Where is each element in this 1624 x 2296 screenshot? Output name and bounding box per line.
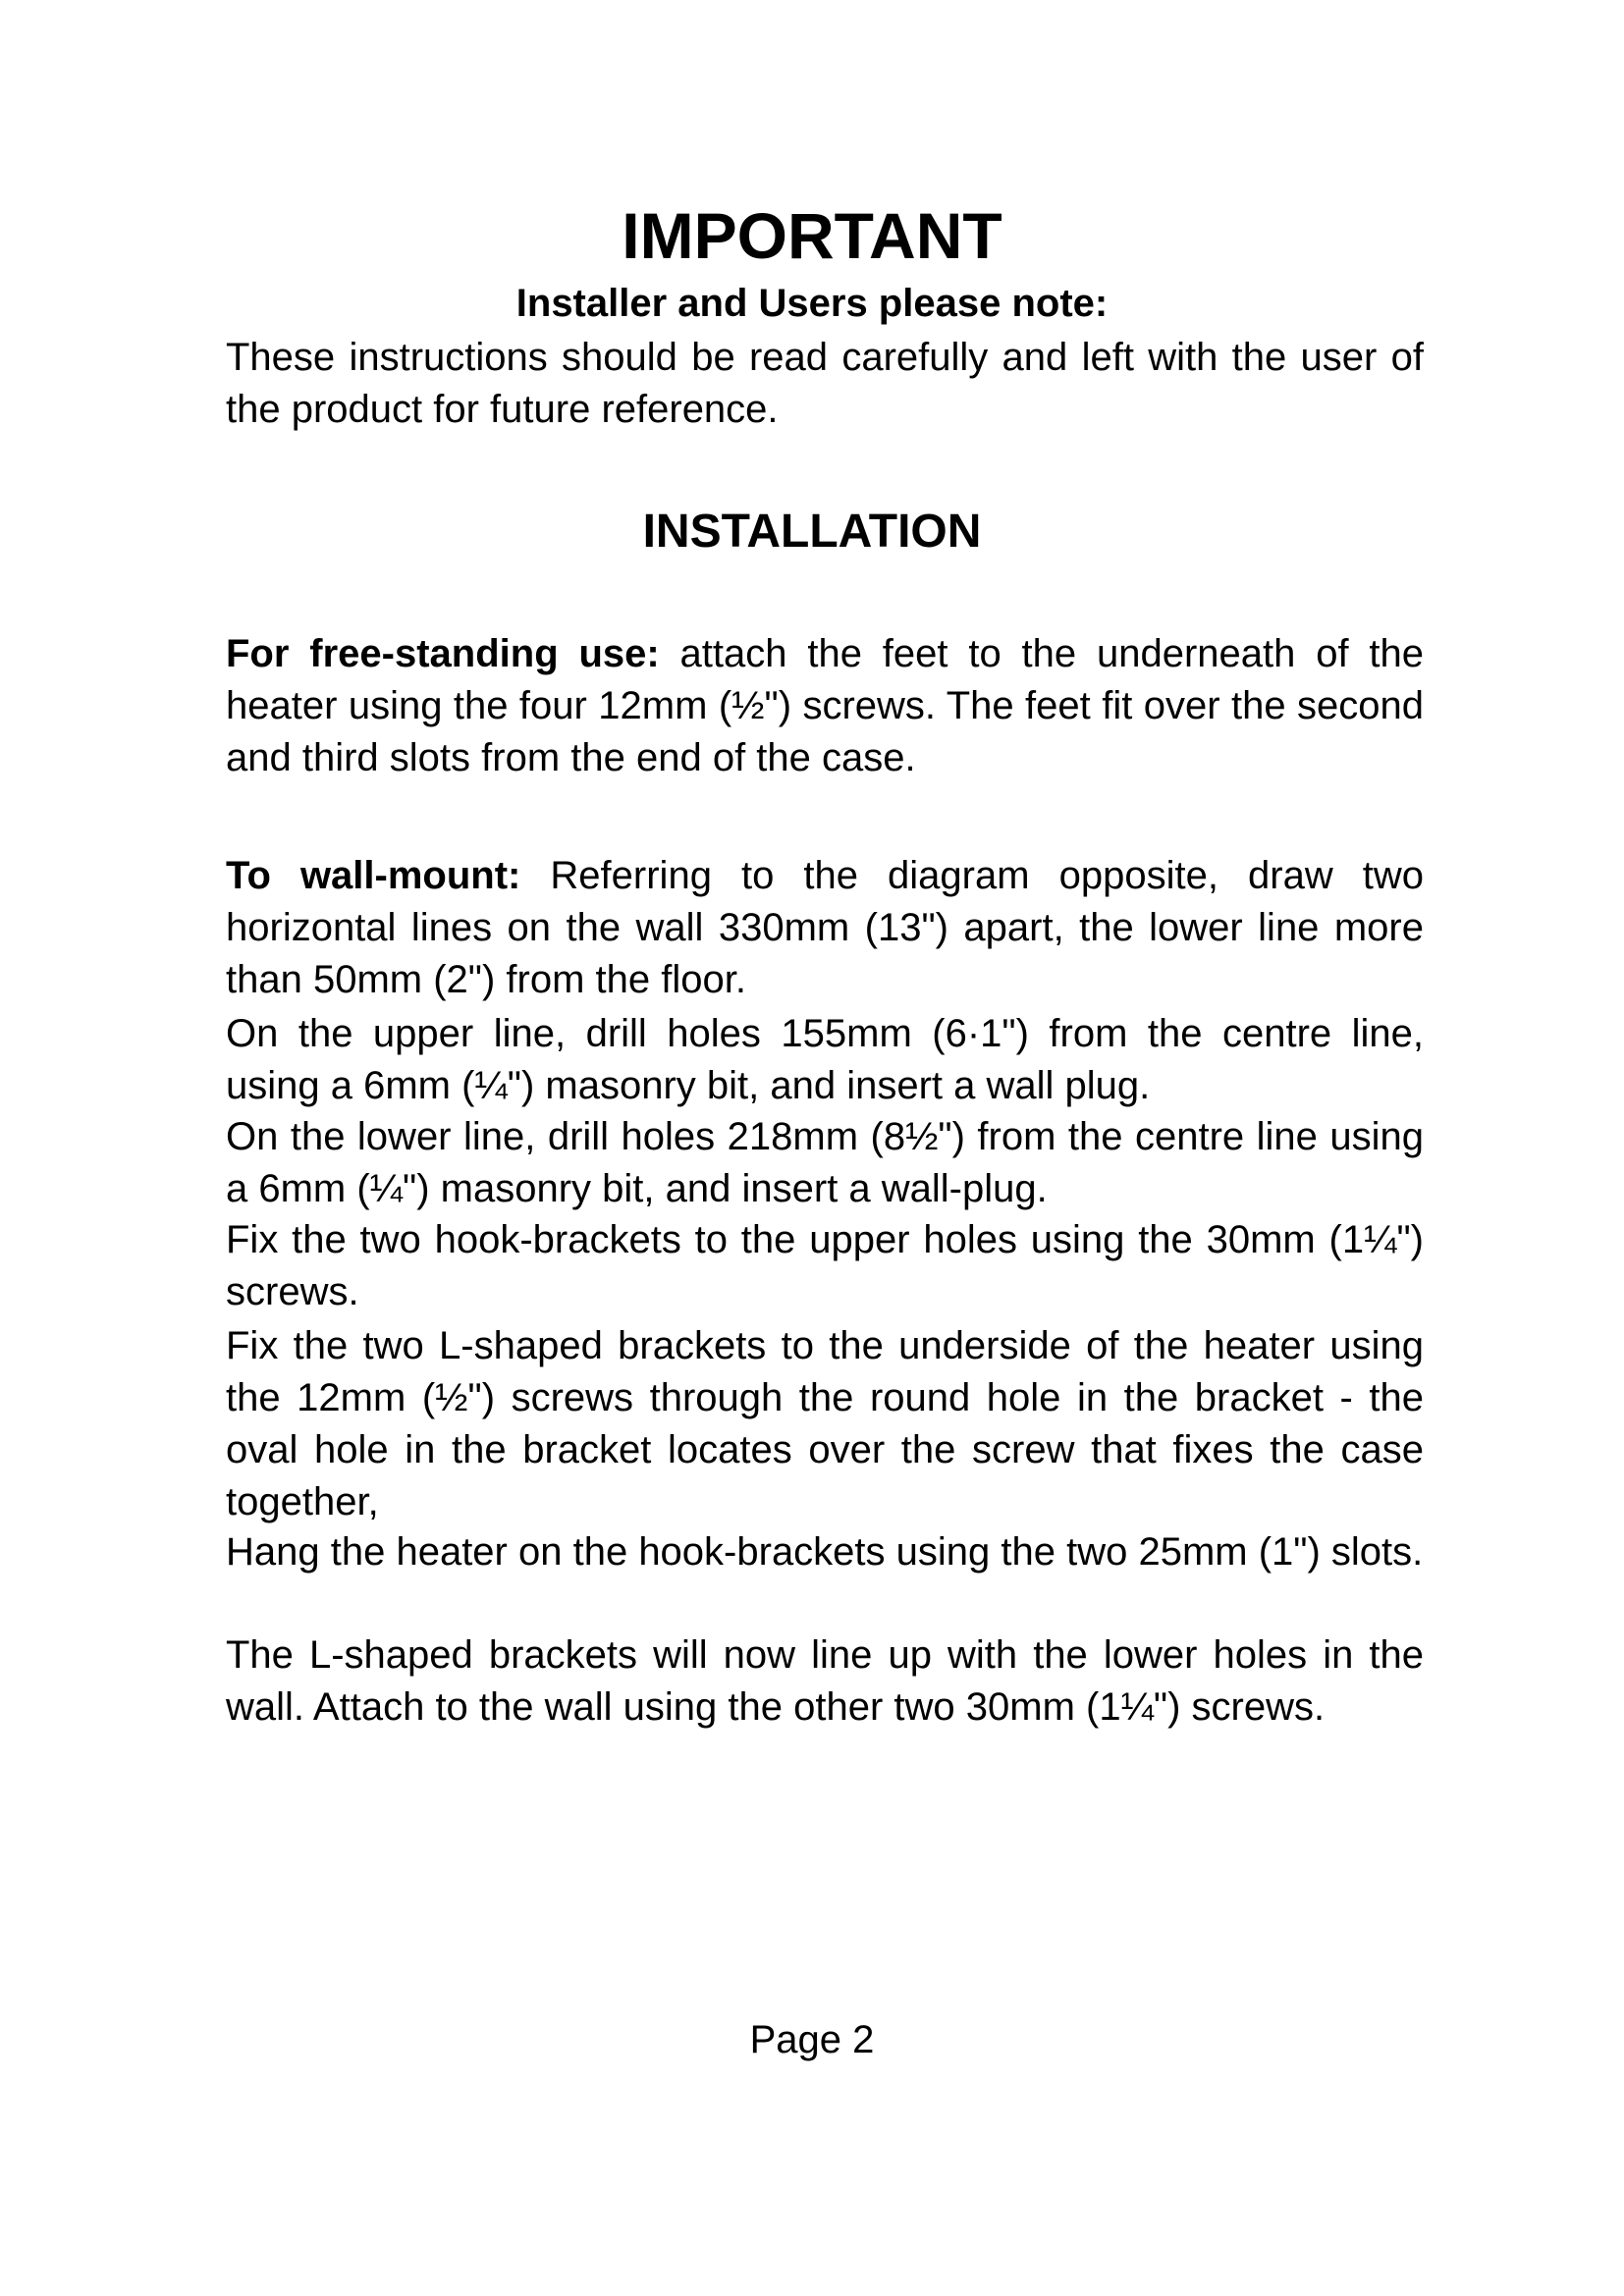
page-title: IMPORTANT — [622, 199, 1002, 272]
wall-mount-paragraph — [226, 850, 1424, 1006]
notice-paragraph: These instructions should be read carefully and left with the user of the product for future reference. — [226, 336, 1424, 431]
free-standing-text: attach the feet to the underneath of the heater using the four 12mm (½") screws. The feet fit over the second and third slots from the end of the case. — [226, 632, 1425, 779]
wall-mount-label: To wall-mount: — [226, 854, 521, 897]
page-subtitle: Installer and Users please note: — [515, 282, 1109, 325]
page-number: Page 2 — [749, 2018, 875, 2061]
step-hook-brackets: Fix the two hook-brackets to the upper holes using the 30mm (1¼") screws. — [226, 1218, 1424, 1313]
wall-mount-text: Referring to the diagram opposite, draw two horizontal lines on the wall 330mm (13") apart, the lower line more than 50mm (2") from the floor. — [226, 854, 1424, 1001]
step-lower-holes: On the lower line, drill holes 218mm (8½") from the centre line using a 6mm (¼") masonry bit, and insert a wall-plug. — [226, 1115, 1424, 1210]
step-attach-wall: The L-shaped brackets will now line up with the lower holes in the wall. Attach to the wall using the other two 30mm (1¼") screws. — [226, 1633, 1424, 1729]
step-upper-holes: On the upper line, drill holes 155mm (6·1") from the centre line, using a 6mm (¼") masonry bit, and insert a wall plug. — [226, 1012, 1424, 1107]
free-standing-paragraph — [226, 628, 1424, 784]
step-l-brackets: Fix the two L-shaped brackets to the underside of the heater using the 12mm (½") screws through the round hole in the bracket - the oval hole in the bracket locates over the screw that fixes the case together, — [226, 1324, 1424, 1523]
section-heading-installation: INSTALLATION — [642, 506, 982, 558]
step-hang-heater: Hang the heater on the hook-brackets using the two 25mm (1") slots. — [226, 1530, 1424, 1574]
free-standing-label: For free-standing use: — [226, 632, 660, 675]
